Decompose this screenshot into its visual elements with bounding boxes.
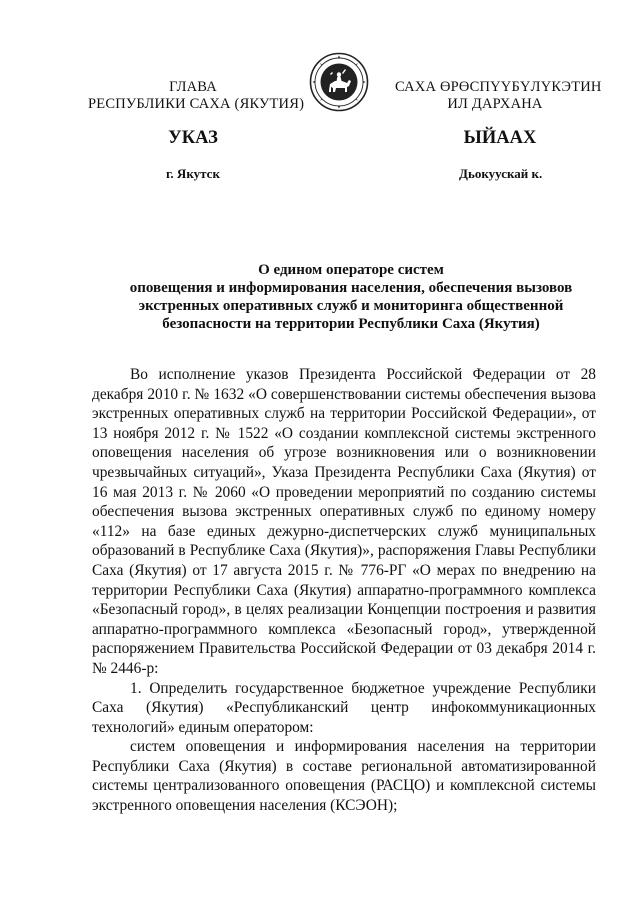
preamble-paragraph: Во исполнение указов Президента Российской Федерации от 28 декабря 2010 г. № 1632 «О совершенствовании системы обеспечения вызова экстренных оперативных служб на территории Российской Федерации», от 13 ноября 2012 г. № 1522 «О создании комплексной системы экстренного оповещения населения об угрозе возникновения или о возникновении чрезвычайных ситуаций», Указа Президента Республики Саха (Якутия) от 16 мая 2013 г. № 2060 «О проведении мероприятий по созданию системы обеспечения вызова экстренных оперативных служб по единому номеру «112» на базе единых дежурно-диспетчерских служб муниципальных образований в Республике Саха (Якутия)», распоряжения Главы Республики Саха (Якутия) от 17 августа 2015 г. № 776-РГ «О мерах по внедрению на территории Республики Саха (Якутия) аппаратно-программного комплекса «Безопасный город», в целях реализации Концепции построения и развития аппаратно-программного комплекса «Безопасный город», утвержденной распоряжением Правительства Российской Федерации от 03 декабря 2014 г. № 2446-р: xyxy=(92,366,596,677)
place-sakha: Дьокуускай к. xyxy=(459,166,543,181)
title-line-2: оповещения и информирования населения, обеспечения вызовов xyxy=(129,280,573,296)
clause-1-item-paragraph: систем оповещения и информирования населения на территории Республики Саха (Якутия) в составе региональной автоматизированной системы централизованного оповещения (РАСЦО) и комплексной системы экстренного оповещения населения (КСЭОН); xyxy=(92,738,596,815)
header-right-authority xyxy=(395,79,602,113)
document-kind-russian: УКАЗ xyxy=(168,128,218,148)
header-left-line2: РЕСПУБЛИКИ САХА (ЯКУТИЯ) xyxy=(88,96,305,112)
clause-1-paragraph: 1. Определить государственное бюджетное учреждение Республики Саха (Якутия) «Республиканский центр инфокоммуникационных технологий» единым оператором: xyxy=(92,679,596,736)
header-right-line1: САХА ӨРӨСПҮҮБҮЛҮКЭТИН xyxy=(395,79,602,95)
title-line-1: О едином операторе систем xyxy=(258,262,444,278)
place-russian: г. Якутск xyxy=(166,166,220,181)
header-left-line1: ГЛАВА xyxy=(169,79,217,95)
title-line-4: безопасности на территории Республики Саха (Якутия) xyxy=(162,316,540,332)
coat-of-arms-emblem-icon xyxy=(309,52,369,112)
decree-title xyxy=(80,261,622,333)
header-left-authority xyxy=(88,79,305,113)
header-right-line2: ИЛ ДАРХАНА xyxy=(447,96,543,112)
decree-body xyxy=(92,365,596,816)
title-line-3: экстренных оперативных служб и мониторинга общественной xyxy=(138,298,564,314)
emblem-graphic xyxy=(309,52,369,112)
document-kind-sakha: ЫЙААХ xyxy=(463,128,537,148)
